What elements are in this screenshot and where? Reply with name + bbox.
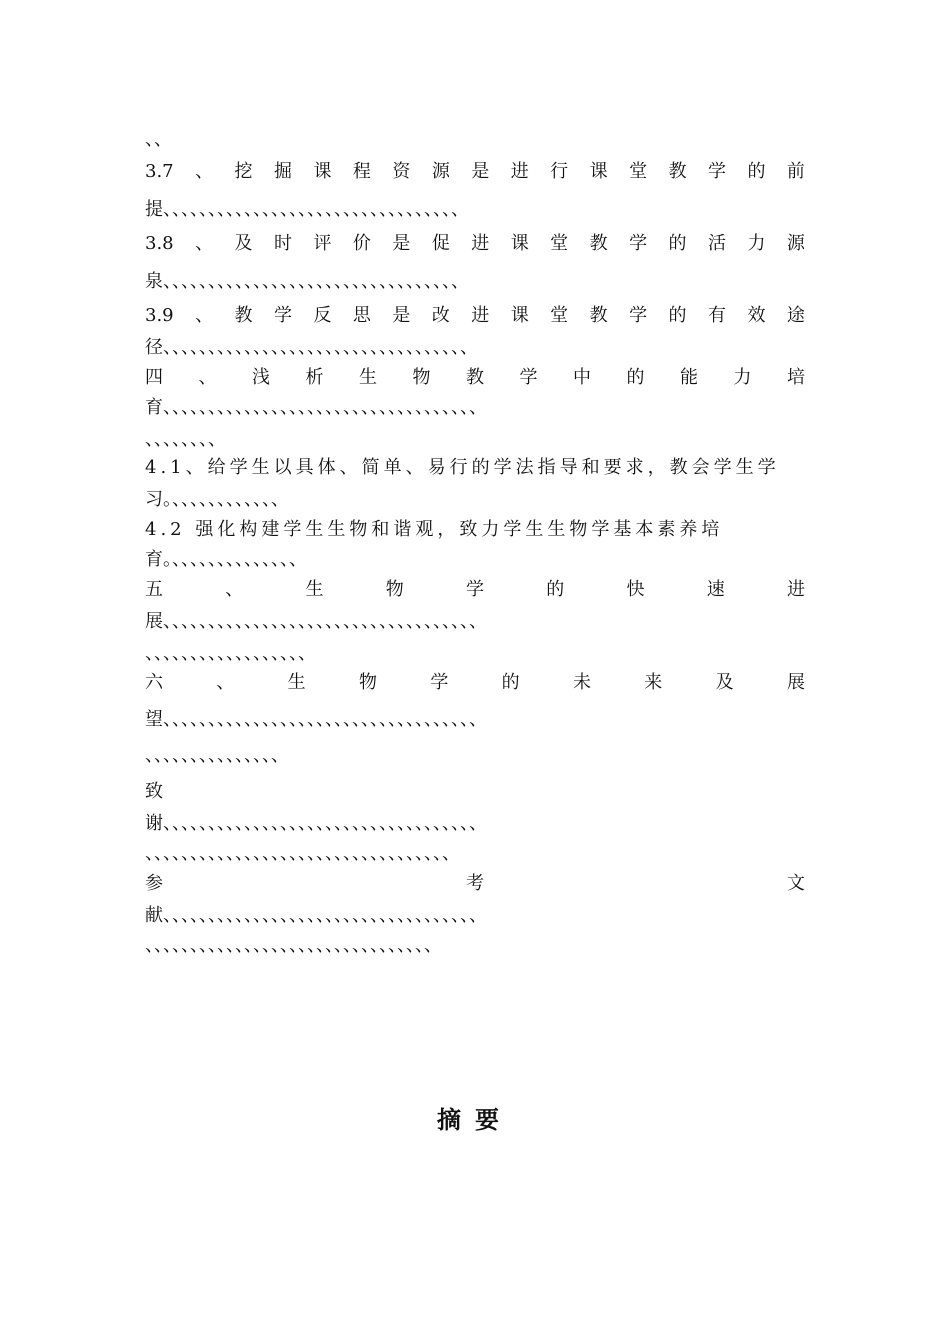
toc-entry-5[interactable]: 五 、 生 物 学 的 快 速 进 [145,579,805,600]
toc-entry-4-2[interactable]: 4.2 强化构建学生生物和谐观，致力学生生物学基本素养培 [145,519,724,540]
toc-entry-4-1[interactable]: 4.1、给学生以具体、简单、易行的学法指导和要求，教会学生学 [145,457,780,478]
toc-entry-references-leader-2: 、、、、、、、、、、、、、、、、、、、、、、、、、、、、、、、、 [145,935,442,956]
toc-entry-references-leader: 献、、、、、、、、、、、、、、、、、、、、、、、、、、、、、、、、、、、 [145,905,487,926]
toc-entry-3-9[interactable]: 3.9 、 教 学 反 思 是 改 进 课 堂 教 学 的 有 效 途 [145,305,805,326]
toc-entry-5-leader-2: 、、、、、、、、、、、、、、、、、、 [145,643,316,664]
toc-entry-3-9-leader: 径、、、、、、、、、、、、、、、、、、、、、、、、、、、、、、、、、、 [145,337,478,358]
toc-entry-acknowledgement[interactable]: 致 [145,781,163,802]
toc-entry-3-7[interactable]: 3.7 、 挖 掘 课 程 资 源 是 进 行 课 堂 教 学 的 前 [145,161,805,182]
toc-entry-4-2-leader: 育。、、、、、、、、、、、、、、 [145,549,307,570]
abstract-title: 摘要 [437,1105,513,1134]
toc-entry-references[interactable]: 参 考 文 [145,873,805,894]
toc-entry-3-8[interactable]: 3.8 、 及 时 评 价 是 促 进 课 堂 教 学 的 活 力 源 [145,233,805,254]
toc-entry-5-leader: 展、、、、、、、、、、、、、、、、、、、、、、、、、、、、、、、、、、、 [145,611,487,632]
toc-entry-acknowledgement-leader: 谢、、、、、、、、、、、、、、、、、、、、、、、、、、、、、、、、、、、 [145,813,487,834]
toc-entry-6[interactable]: 六 、 生 物 学 的 未 来 及 展 [145,672,805,693]
toc-entry-3-7-leader: 提、、、、、、、、、、、、、、、、、、、、、、、、、、、、、、、、、 [145,199,469,220]
toc-entry-4-1-leader: 习。、、、、、、、、、、、、 [145,489,289,510]
toc-entry-6-leader: 望、、、、、、、、、、、、、、、、、、、、、、、、、、、、、、、、、、、 [145,709,487,730]
toc-entry-3-8-leader: 泉、、、、、、、、、、、、、、、、、、、、、、、、、、、、、、、、、 [145,271,469,292]
toc-leader-fragment: 、、 [145,129,172,150]
toc-entry-6-leader-2: 、、、、、、、、、、、、、、、 [145,745,289,766]
toc-entry-4[interactable]: 四 、 浅 析 生 物 教 学 中 的 能 力 培 [145,367,805,388]
toc-entry-4-leader-2: 、、、、、、、、 [145,429,226,450]
toc-entry-4-leader: 育、、、、、、、、、、、、、、、、、、、、、、、、、、、、、、、、、、、 [145,397,487,418]
toc-entry-acknowledgement-leader-2: 、、、、、、、、、、、、、、、、、、、、、、、、、、、、、、、、、、 [145,843,460,864]
